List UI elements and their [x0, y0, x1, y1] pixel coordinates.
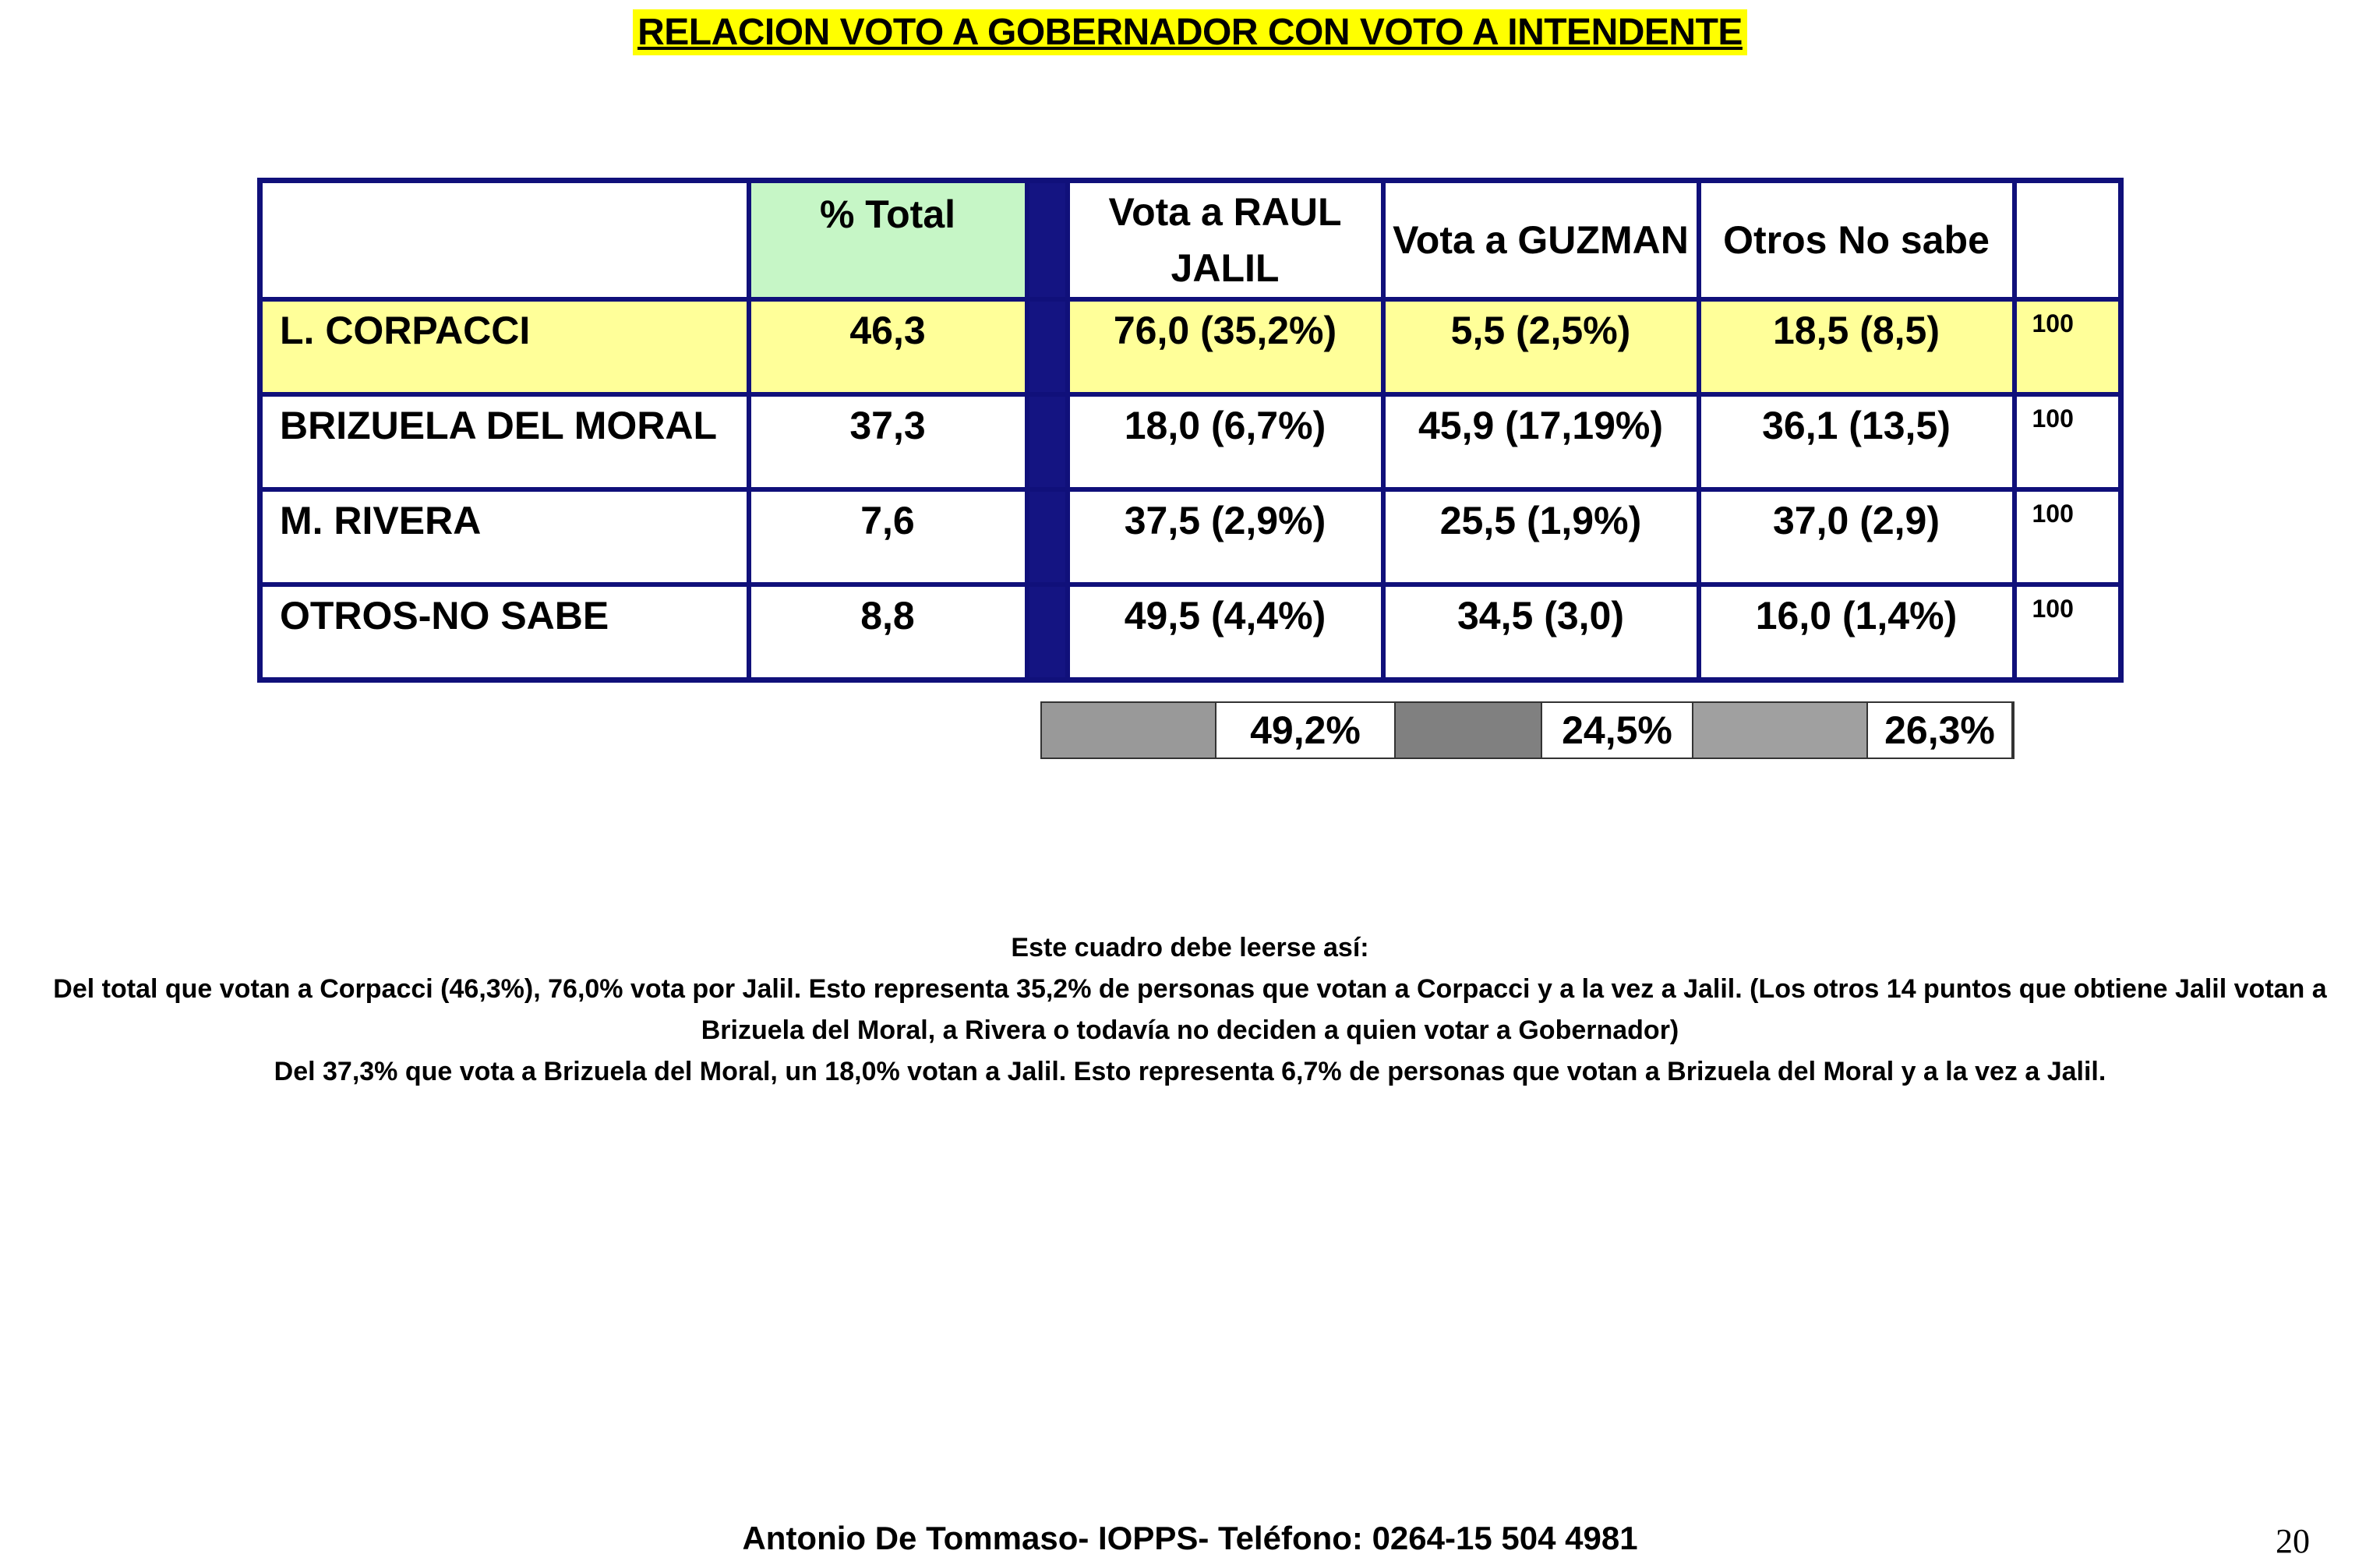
column-separator: [1027, 299, 1068, 394]
header-empty-cell: [260, 181, 749, 300]
page-number: 20: [2276, 1522, 2310, 1560]
row-sum: 100: [2015, 299, 2121, 394]
header-guzman: Vota a GUZMAN: [1383, 181, 1699, 300]
row-label: OTROS-NO SABE: [260, 584, 749, 680]
table-row: [260, 299, 2121, 394]
row-guzman: 45,9 (17,19%): [1383, 394, 1699, 489]
column-separator: [1027, 489, 1068, 584]
row-otros: 16,0 (1,4%): [1699, 584, 2015, 680]
explanation-line-2: Del 37,3% que vota a Brizuela del Moral, un 18,0% votan a Jalil. Esto representa 6,7% de personas que votan a Brizuela del Moral y a la vez a Jalil.: [274, 1057, 2106, 1086]
summary-swatch-otros: [1693, 703, 1866, 758]
row-total: 37,3: [749, 394, 1027, 489]
row-label: BRIZUELA DEL MORAL: [260, 394, 749, 489]
header-total: % Total: [749, 181, 1027, 300]
row-otros: 36,1 (13,5): [1699, 394, 2015, 489]
row-total: 46,3: [749, 299, 1027, 394]
column-separator: [1027, 181, 1068, 300]
row-guzman: 25,5 (1,9%): [1383, 489, 1699, 584]
column-separator: [1027, 394, 1068, 489]
row-total: 8,8: [749, 584, 1027, 680]
summary-guzman-total: 24,5%: [1541, 703, 1693, 758]
summary-otros-total: 26,3%: [1866, 703, 2013, 758]
row-guzman: 34,5 (3,0): [1383, 584, 1699, 680]
row-otros: 37,0 (2,9): [1699, 489, 2015, 584]
explanation-heading: Este cuadro debe leerse así:: [1011, 933, 1369, 962]
table-row: [260, 394, 2121, 489]
summary-jalil-total: 49,2%: [1215, 703, 1396, 758]
row-jalil: 76,0 (35,2%): [1068, 299, 1383, 394]
row-guzman: 5,5 (2,5%): [1383, 299, 1699, 394]
row-sum: 100: [2015, 394, 2121, 489]
row-sum: 100: [2015, 489, 2121, 584]
header-jalil: Vota a RAUL JALIL: [1068, 181, 1383, 300]
explanation-block: [31, 927, 2349, 1093]
table-row: [260, 584, 2121, 680]
table-row: [260, 489, 2121, 584]
table-header-row: [260, 181, 2121, 300]
row-total: 7,6: [749, 489, 1027, 584]
row-jalil: 49,5 (4,4%): [1068, 584, 1383, 680]
summary-swatch-jalil: [1042, 703, 1215, 758]
row-label: M. RIVERA: [260, 489, 749, 584]
header-sum-empty: [2015, 181, 2121, 300]
explanation-line-1: Del total que votan a Corpacci (46,3%), 76,0% vota por Jalil. Esto representa 35,2% de personas que votan a Corpacci y a la vez a Jalil. (Los otros 14 puntos que obtiene Jalil votan a Brizuela del Moral, a Rivera o todavía no deciden a quien votar a Gobernador): [53, 974, 2327, 1045]
column-separator: [1027, 584, 1068, 680]
row-label: L. CORPACCI: [260, 299, 749, 394]
row-jalil: 37,5 (2,9%): [1068, 489, 1383, 584]
row-sum: 100: [2015, 584, 2121, 680]
title-wrapper: [0, 9, 2380, 55]
row-jalil: 18,0 (6,7%): [1068, 394, 1383, 489]
footer-contact: Antonio De Tommaso- IOPPS- Teléfono: 0264-15 504 4981: [742, 1520, 1638, 1556]
header-otros: Otros No sabe: [1699, 181, 2015, 300]
page-title: RELACION VOTO A GOBERNADOR CON VOTO A INTENDENTE: [633, 9, 1747, 55]
totals-summary-bar: [1040, 701, 2015, 759]
vote-relation-table: [257, 178, 2124, 683]
summary-swatch-guzman: [1396, 703, 1541, 758]
row-otros: 18,5 (8,5): [1699, 299, 2015, 394]
